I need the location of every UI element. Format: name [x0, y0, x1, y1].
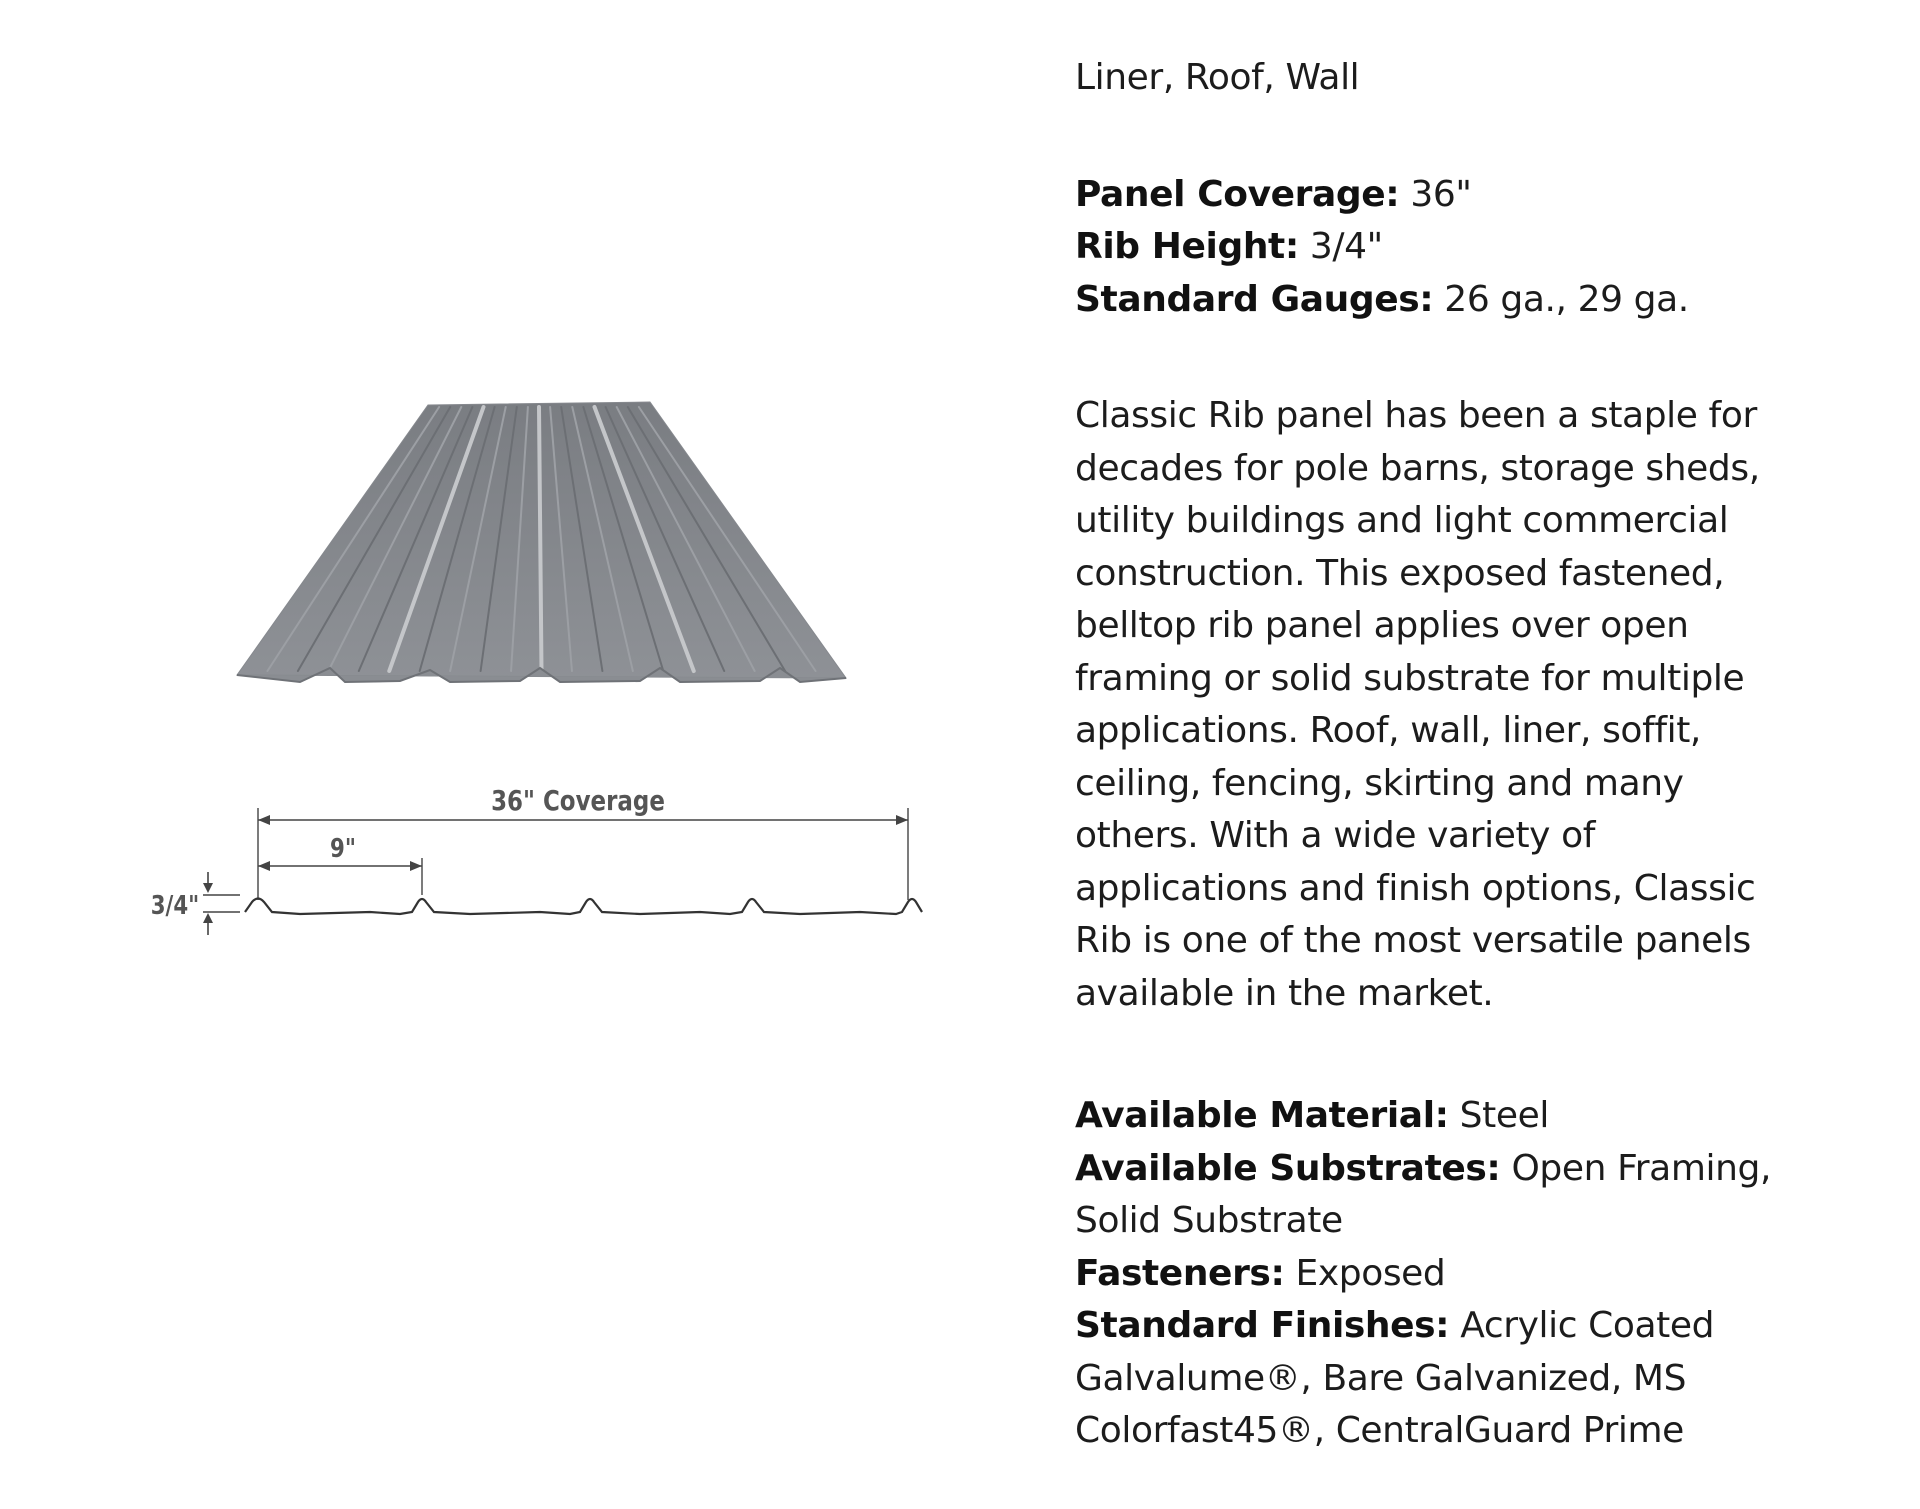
detail-available-substrates: Available Substrates: Open Framing, Solid Substrate: [1075, 1147, 1772, 1241]
spec-rib-height: Rib Height: 3/4": [1075, 226, 1383, 267]
spec-standard-gauges: Standard Gauges: 26 ga., 29 ga.: [1075, 278, 1689, 320]
rib-spacing-dimension-label: 9": [330, 832, 356, 864]
detail-standard-finishes: Standard Finishes: Acrylic Coated Galvalume®, Bare Galvanized, MS Colorfast45®, CentralGuard Prime: [1075, 1305, 1715, 1451]
panel-major-rib: [539, 407, 542, 671]
panel-3d-view: [237, 402, 846, 682]
product-description: Classic Rib panel has been a staple for decades for pole barns, storage sheds, utility buildings and light commercial construction. This exposed fastened, belltop rib panel applies over open framing or solid substrate for multiple applications. Roof, wall, liner, soffit, ceiling, fencing, skirting and many others. With a wide variety of applications and finish options, Classic Rib is one of the most versatile panels available in the market.: [1075, 395, 1760, 1014]
applications-line: Liner, Roof, Wall: [1075, 57, 1360, 98]
product-details: [1075, 1090, 1775, 1458]
rib-height-dimension-label: 3/4": [150, 889, 200, 921]
panel-specs: [1075, 169, 1795, 327]
panel-profile-diagram: [203, 808, 922, 935]
detail-available-material: Available Material: Steel: [1075, 1095, 1549, 1136]
spec-panel-coverage: Panel Coverage: 36": [1075, 173, 1472, 215]
product-text-column: [1075, 52, 1795, 1458]
detail-fasteners: Fasteners: Exposed: [1075, 1252, 1446, 1294]
coverage-dimension-label: 36" Coverage: [491, 784, 665, 818]
panel-profile-line: [245, 899, 922, 915]
